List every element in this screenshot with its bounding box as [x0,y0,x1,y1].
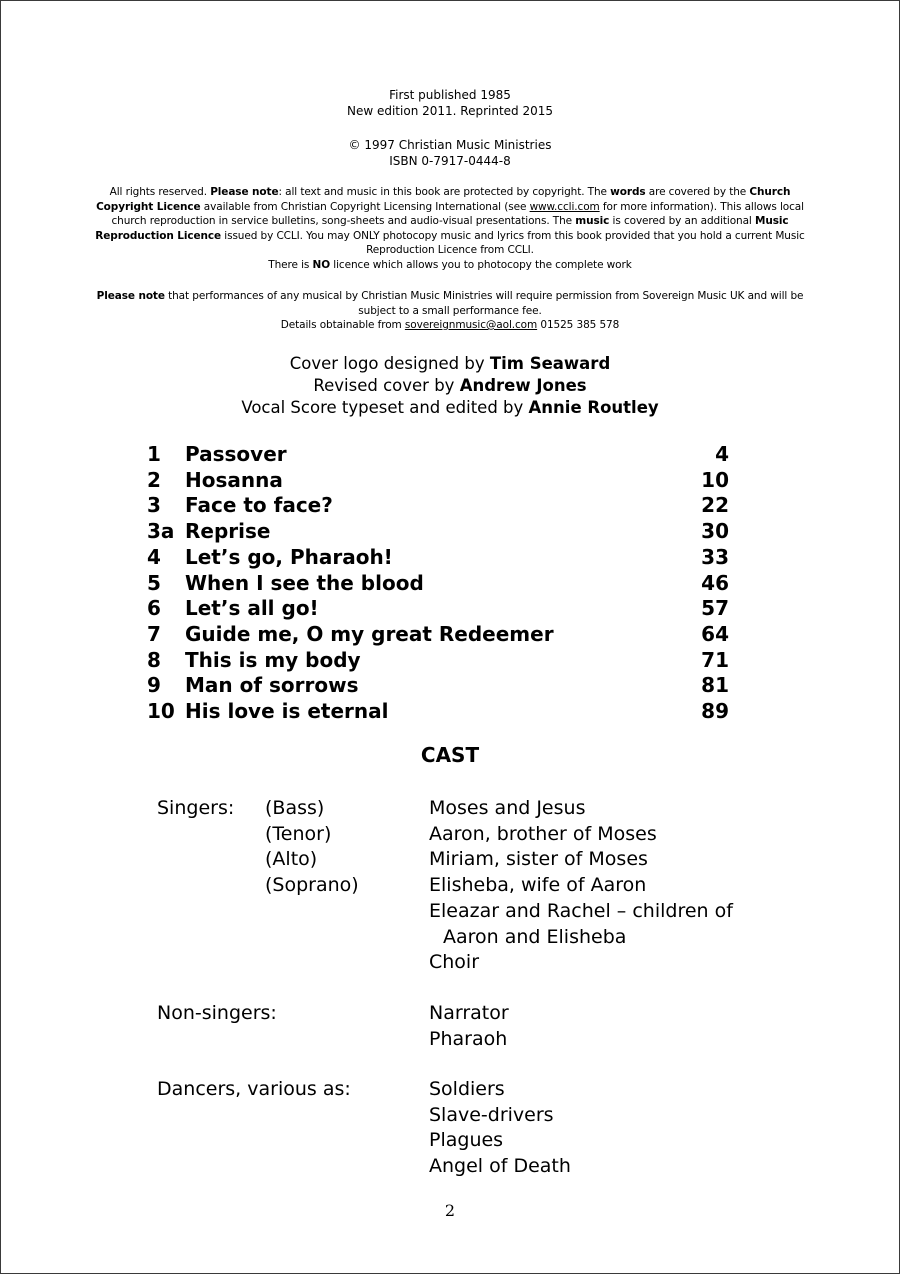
toc-title: Let’s go, Pharaoh! [185,544,393,569]
cast-role: Eleazar and Rachel – children of [429,899,733,922]
cast-group-spacer [157,1128,429,1154]
cast-voice: (Alto) [265,848,318,871]
performance-notice [91,289,809,333]
cast-group-spacer [157,925,429,951]
credit-line [1,353,899,375]
cast-voice: (Bass) [265,797,325,819]
credit-role: Revised cover by [313,376,460,395]
rights-text: All rights reserved. [109,186,211,198]
rights-text: issued by CCLI. You may ONLY photocopy music and lyrics from this book provided that you hold a current Music Reproduction Licence from CCLI. [221,229,805,256]
cast-role: Angel of Death [429,1155,571,1178]
cast-group-spacer [157,950,429,976]
toc-item [147,571,729,597]
cast-heading: CAST [420,743,480,767]
licence-warning [91,258,809,273]
performance-text: Details obtainable from [280,319,405,331]
toc-item [147,622,729,648]
cast-row [157,873,777,899]
phone-number: 01525 385 578 [537,319,620,331]
rights-text: There is [268,258,313,271]
publication-info [1,87,899,119]
toc-page: 4 [715,442,729,466]
toc-number: 2 [147,467,161,492]
cast-row [157,1027,777,1053]
cast-group-spacer [157,1154,429,1180]
cast-group-spacer [157,1027,429,1053]
cast-row [157,1103,777,1129]
credit-role: Vocal Score typeset and edited by [241,398,529,417]
rights-emphasis: Please note [210,186,279,198]
edition-info: New edition 2011. Reprinted 2015 [346,104,554,118]
rights-emphasis: NO [312,258,331,271]
cast-role: Slave-drivers [429,1103,554,1126]
toc-number: 10 [147,699,175,724]
cast-group-spacer [157,822,265,848]
performance-emphasis: Please note [96,290,165,302]
cast-role: Choir [429,951,480,974]
toc-page: 46 [701,570,729,595]
cast-row [157,1154,777,1180]
cast-role: Soldiers [429,1078,505,1100]
toc-title: Let’s all go! [185,596,319,621]
toc-item [147,545,729,571]
rights-emphasis: Church Copyright Licence [96,186,791,213]
cast-role: Elisheba, wife of Aaron [429,874,647,897]
table-of-contents [147,442,729,725]
isbn-line: ISBN 0-7917-0444-8 [389,154,511,168]
cast-role: Aaron, brother of Moses [429,822,657,845]
rights-text: for more information). This allows local church reproduction in service bulletins, song-sheets and audio-visual presentations. The [111,200,804,227]
toc-title: His love is eternal [185,699,389,724]
credit-name: Annie Routley [528,398,659,417]
toc-number: 3a [147,519,175,544]
toc-title: Guide me, O my great Redeemer [185,621,554,646]
cast-dancers [157,1077,777,1180]
cast-row [157,899,777,925]
credit-line [1,397,899,419]
toc-title: Face to face? [185,493,333,518]
toc-title: Reprise [185,519,271,544]
toc-item [147,699,729,725]
credit-role: Cover logo designed by [289,354,490,373]
credits [1,353,899,419]
copyright-info [1,137,899,169]
performance-contact [91,318,809,333]
cast-group-spacer [157,899,429,925]
cast-voice: (Soprano) [265,874,359,897]
cast-group-spacer [157,1103,429,1129]
rights-text: is covered by an additional [609,215,755,227]
credit-name: Tim Seaward [489,354,611,373]
toc-number: 7 [147,621,161,646]
credit-name: Andrew Jones [459,376,587,395]
cast-singers [157,796,777,976]
rights-notice [91,185,809,272]
toc-title: When I see the blood [185,570,424,595]
cast-group-label: Dancers, various as: [157,1078,351,1100]
cast-role: Miriam, sister of Moses [429,848,648,871]
rights-emphasis: music [575,215,610,227]
rights-paragraph [91,185,809,258]
cast-row [157,796,777,822]
toc-page: 22 [701,493,729,518]
cast-group-label: Non-singers: [157,1002,277,1024]
toc-number: 9 [147,673,161,698]
cast-role: Pharaoh [429,1027,508,1050]
toc-page: 64 [701,621,729,646]
cast-group-spacer [157,847,265,873]
cast-row [157,1001,777,1027]
toc-number: 4 [147,544,161,569]
toc-item [147,442,729,468]
toc-page: 71 [701,647,729,672]
toc-number: 1 [147,442,161,466]
toc-title: Passover [185,442,287,466]
toc-page: 81 [701,673,729,698]
toc-item [147,648,729,674]
cast-row [157,1077,777,1103]
cast-non-singers [157,1001,777,1052]
cast-row [157,847,777,873]
toc-page: 10 [701,467,729,492]
toc-item [147,519,729,545]
page-number: 2 [444,1201,456,1220]
toc-item [147,673,729,699]
toc-page: 33 [701,544,729,569]
toc-number: 5 [147,570,161,595]
performance-paragraph [91,289,809,318]
rights-emphasis: Music Reproduction Licence [95,215,789,242]
cast-row [157,925,777,951]
cast-row [157,1128,777,1154]
rights-text: : all text and music in this book are protected by copyright. The [278,186,611,198]
toc-page: 57 [701,596,729,621]
toc-number: 8 [147,647,161,672]
cast-role: Plagues [429,1129,504,1152]
cast-row [157,950,777,976]
cast-row [157,822,777,848]
email-link[interactable]: sovereignmusic@aol.com [404,319,538,331]
copyright-line: © 1997 Christian Music Ministries [348,138,552,152]
toc-number: 6 [147,596,161,621]
cast-group-spacer [157,873,265,899]
cast-role: Aaron and Elisheba [443,925,627,948]
cast-group-label: Singers: [157,797,235,819]
toc-title: This is my body [185,647,361,672]
ccli-link[interactable]: www.ccli.com [529,200,600,213]
toc-item [147,468,729,494]
cast-role: Moses and Jesus [429,797,586,819]
first-published: First published 1985 [389,88,511,102]
rights-text: available from Christian Copyright Licensing International (see [200,200,530,213]
rights-emphasis: words [610,186,646,198]
toc-page: 30 [701,519,729,544]
performance-text: that performances of any musical by Christian Music Ministries will require permission from Sovereign Music UK and will be subject to a small performance fee. [164,290,804,317]
toc-title: Man of sorrows [185,673,359,698]
toc-number: 3 [147,493,161,518]
cast-role: Narrator [429,1002,509,1024]
rights-text: are covered by the [645,186,750,198]
toc-item [147,493,729,519]
credit-line [1,375,899,397]
toc-item [147,596,729,622]
toc-title: Hosanna [185,467,283,492]
cast-voice: (Tenor) [265,822,332,845]
rights-text: licence which allows you to photocopy the complete work [330,258,632,271]
toc-page: 89 [701,699,729,724]
